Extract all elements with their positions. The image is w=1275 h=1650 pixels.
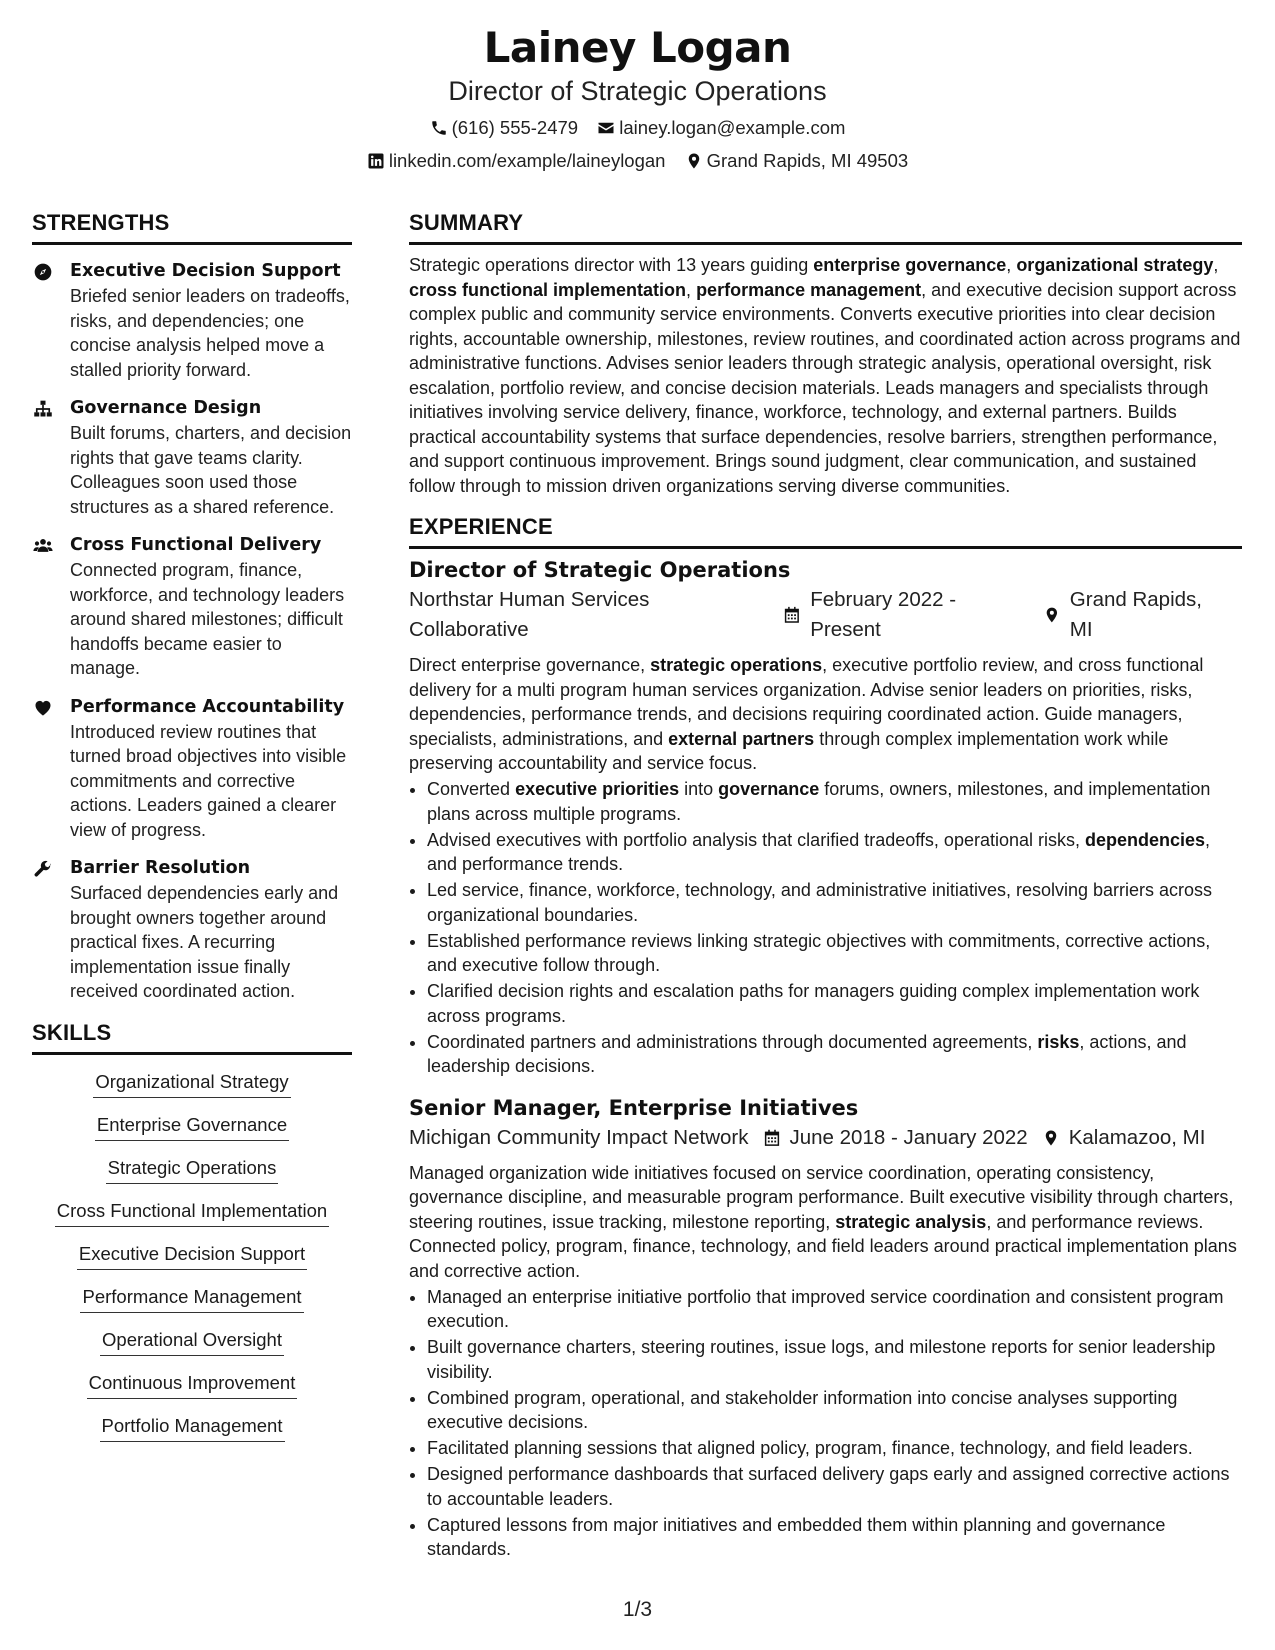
skill-item: [32, 1327, 352, 1356]
job-meta: [409, 1123, 1242, 1153]
org-chart-icon: [32, 399, 54, 419]
summary-text: Strategic operations director with 13 years guiding enterprise governance, organizational strategy, cross functional implementation, performance management, and executive decision support across complex public and community service environments. Converts executive priorities into clear decision rights, accountable ownership, milestones, review routines, and coordinated action across programs and administrative functions. Advises senior leaders through strategic analysis, operational oversight, risk escalation, portfolio review, and concise decision materials. Leads managers and specialists through initiatives involving service delivery, finance, workforce, technology, and external partners. Builds practical accountability systems that surface dependencies, resolve barriers, strengthen performance, and support continuous improvement. Brings sound judgment, clear communication, and sustained follow through to mission driven organizations serving diverse communities.: [409, 255, 1241, 496]
phone-icon: [430, 119, 448, 137]
bold-keyword: governance: [718, 779, 820, 799]
strength-title: Governance Design: [70, 398, 262, 418]
skills-list: [32, 1069, 352, 1442]
calendar-icon: [783, 605, 801, 625]
job-dates: [763, 1123, 1028, 1153]
left-column: [32, 210, 352, 1456]
job-entry: [409, 1093, 1242, 1562]
job-bullets: [409, 1285, 1242, 1562]
skill-item: [32, 1413, 352, 1442]
strength-item: [32, 259, 352, 382]
linkedin-item[interactable]: [367, 149, 666, 173]
calendar-icon: [763, 1128, 781, 1148]
strength-title: Performance Accountability: [70, 696, 345, 717]
envelope-icon: [597, 119, 615, 137]
skill-item: [32, 1284, 352, 1313]
strengths-list: [32, 259, 352, 1004]
bold-keyword: enterprise governance: [813, 255, 1007, 275]
candidate-title: Director of Strategic Operations: [448, 76, 827, 106]
strength-desc: Introduced review routines that turned broad objectives into visible commitments and corrective actions. Leaders gained a clearer view of progress.: [70, 721, 347, 840]
job-location-text: Kalamazoo, MI: [1068, 1125, 1206, 1149]
company-name: Northstar Human Services Collaborative: [409, 588, 650, 641]
location-item: [685, 149, 909, 173]
map-pin-icon: [1043, 605, 1061, 625]
skill-label: Executive Decision Support: [77, 1241, 307, 1270]
skill-item: [32, 1112, 352, 1141]
bold-keyword: cross functional implementation: [409, 279, 687, 300]
skill-label: Continuous Improvement: [87, 1370, 298, 1399]
compass-icon: [32, 262, 54, 282]
strength-item: [32, 396, 352, 519]
contact-row-1: [0, 116, 1275, 143]
strength-desc: Built forums, charters, and decision rights that gave teams clarity. Colleagues soon used those structures as a shared reference.: [70, 423, 352, 517]
heart-icon: [32, 698, 54, 718]
strength-item: [32, 533, 352, 681]
bold-keyword: dependencies: [1085, 829, 1206, 850]
bold-keyword: organizational strategy: [1016, 255, 1214, 275]
skill-item: [32, 1198, 352, 1227]
bullet-item: • Designed performance dashboards that surfaced delivery gaps early and assigned corrective actions to accountable leaders.: [427, 1462, 1242, 1511]
candidate-name: Lainey Logan: [483, 23, 792, 72]
job-dates: [783, 585, 1029, 645]
skill-label: Strategic Operations: [106, 1155, 279, 1184]
skill-label: Performance Management: [80, 1284, 303, 1313]
job-location: [1043, 585, 1228, 645]
job-location-text: Grand Rapids, MI: [1069, 588, 1202, 641]
email-item[interactable]: [597, 116, 845, 140]
contact-row-2: [0, 149, 1275, 176]
summary-heading: SUMMARY: [409, 210, 1242, 245]
job-title: Senior Manager, Enterprise Initiatives: [409, 1095, 859, 1120]
bullet-item: • Led service, finance, workforce, technology, and administrative initiatives, resolving barriers across organizational boundaries.: [427, 878, 1242, 927]
job-bullets: [409, 777, 1242, 1079]
bold-keyword: executive priorities: [515, 779, 680, 799]
page-number: 1/3: [622, 1598, 653, 1621]
strength-title: Cross Functional Delivery: [70, 535, 322, 555]
job-description: Managed organization wide initiatives focused on service coordination, operating consistency, governance discipline, and measurable program performance. Built executive visibility through charters, steering routines, issue tracking, milestone reporting, strategic analysis, and performance reviews. Connected policy, program, finance, technology, and field leaders around practical implementation plans and corrective action.: [409, 1162, 1237, 1281]
job-dates-text: June 2018 - January 2022: [789, 1125, 1028, 1149]
users-icon: [32, 536, 54, 556]
skill-label: Operational Oversight: [100, 1327, 284, 1356]
email-text[interactable]: lainey.logan@example.com: [619, 117, 846, 138]
bold-keyword: external partners: [668, 728, 815, 749]
job-location: [1042, 1123, 1206, 1153]
location-text: Grand Rapids, MI 49503: [706, 150, 909, 171]
skills-heading: SKILLS: [32, 1020, 352, 1055]
bold-keyword: strategic operations: [650, 655, 823, 675]
strength-item: [32, 695, 352, 843]
bullet-item: • Captured lessons from major initiatives and embedded them within planning and governance standards.: [427, 1513, 1242, 1562]
experience-heading: EXPERIENCE: [409, 514, 1242, 549]
skill-item: [32, 1370, 352, 1399]
strength-desc: Briefed senior leaders on tradeoffs, risks, and dependencies; one concise analysis helped move a stalled priority forward.: [70, 286, 350, 380]
job-description: Direct enterprise governance, strategic operations, executive portfolio review, and cross functional delivery for a multi program human services organization. Advise senior leaders on priorities, risks, dependencies, performance trends, and decisions requiring coordinated action. Guide managers, specialists, administrations, and external partners through complex implementation work while preserving accountability and service focus.: [409, 655, 1204, 773]
bullet-item: • Managed an enterprise initiative portfolio that improved service coordination and consistent program execution.: [427, 1285, 1242, 1334]
bold-keyword: performance management: [696, 279, 922, 300]
skill-label: Cross Functional Implementation: [55, 1198, 329, 1227]
phone-text: (616) 555-2479: [451, 117, 579, 138]
wrench-icon: [32, 859, 54, 879]
strength-desc: Surfaced dependencies early and brought owners together around practical fixes. A recurring implementation issue finally received coordinated action.: [70, 883, 339, 1001]
linkedin-text[interactable]: linkedin.com/example/laineylogan: [388, 150, 666, 171]
bullet-item: • Advised executives with portfolio analysis that clarified tradeoffs, operational risks, dependencies, and performance trends.: [427, 828, 1242, 877]
bold-keyword: strategic analysis: [835, 1211, 987, 1232]
bullet-item: • Coordinated partners and administrations through documented agreements, risks, actions, and leadership decisions.: [427, 1030, 1242, 1079]
job-entry: [409, 555, 1242, 1079]
linkedin-icon: [367, 152, 385, 170]
skill-item: [32, 1155, 352, 1184]
map-pin-icon: [685, 152, 703, 170]
bullet-item: • Facilitated planning sessions that aligned policy, program, finance, technology, and field leaders.: [427, 1436, 1242, 1461]
strength-desc: Connected program, finance, workforce, and technology leaders around shared milestones; difficult handoffs became easier to manage.: [70, 560, 345, 678]
bullet-item: • Built governance charters, steering routines, issue logs, and milestone reports for senior leadership visibility.: [427, 1335, 1242, 1384]
strengths-heading: STRENGTHS: [32, 210, 352, 245]
bullet-item: • Converted executive priorities into governance forums, owners, milestones, and implementation plans across multiple programs.: [427, 777, 1242, 826]
map-pin-icon: [1042, 1128, 1060, 1148]
skill-item: [32, 1241, 352, 1270]
bullet-item: • Combined program, operational, and stakeholder information into concise analyses supporting executive decisions.: [427, 1386, 1242, 1435]
skill-label: Organizational Strategy: [93, 1069, 290, 1098]
skill-item: [32, 1069, 352, 1098]
strength-title: Executive Decision Support: [70, 261, 341, 281]
bold-keyword: risks: [1037, 1031, 1080, 1052]
phone-item: [430, 116, 579, 140]
job-title: Director of Strategic Operations: [409, 558, 791, 582]
skill-label: Portfolio Management: [100, 1413, 285, 1442]
bullet-item: • Established performance reviews linking strategic objectives with commitments, corrective actions, and executive follow through.: [427, 929, 1242, 978]
bullet-item: • Clarified decision rights and escalation paths for managers guiding complex implementation work across programs.: [427, 979, 1242, 1028]
job-meta: [409, 585, 1242, 645]
strength-item: [32, 856, 352, 1004]
company-name: Michigan Community Impact Network: [409, 1125, 749, 1149]
job-dates-text: February 2022 - Present: [810, 588, 957, 641]
right-column: [409, 210, 1242, 1562]
resume-header: [0, 22, 1275, 176]
skill-label: Enterprise Governance: [95, 1112, 289, 1141]
strength-title: Barrier Resolution: [70, 858, 251, 878]
